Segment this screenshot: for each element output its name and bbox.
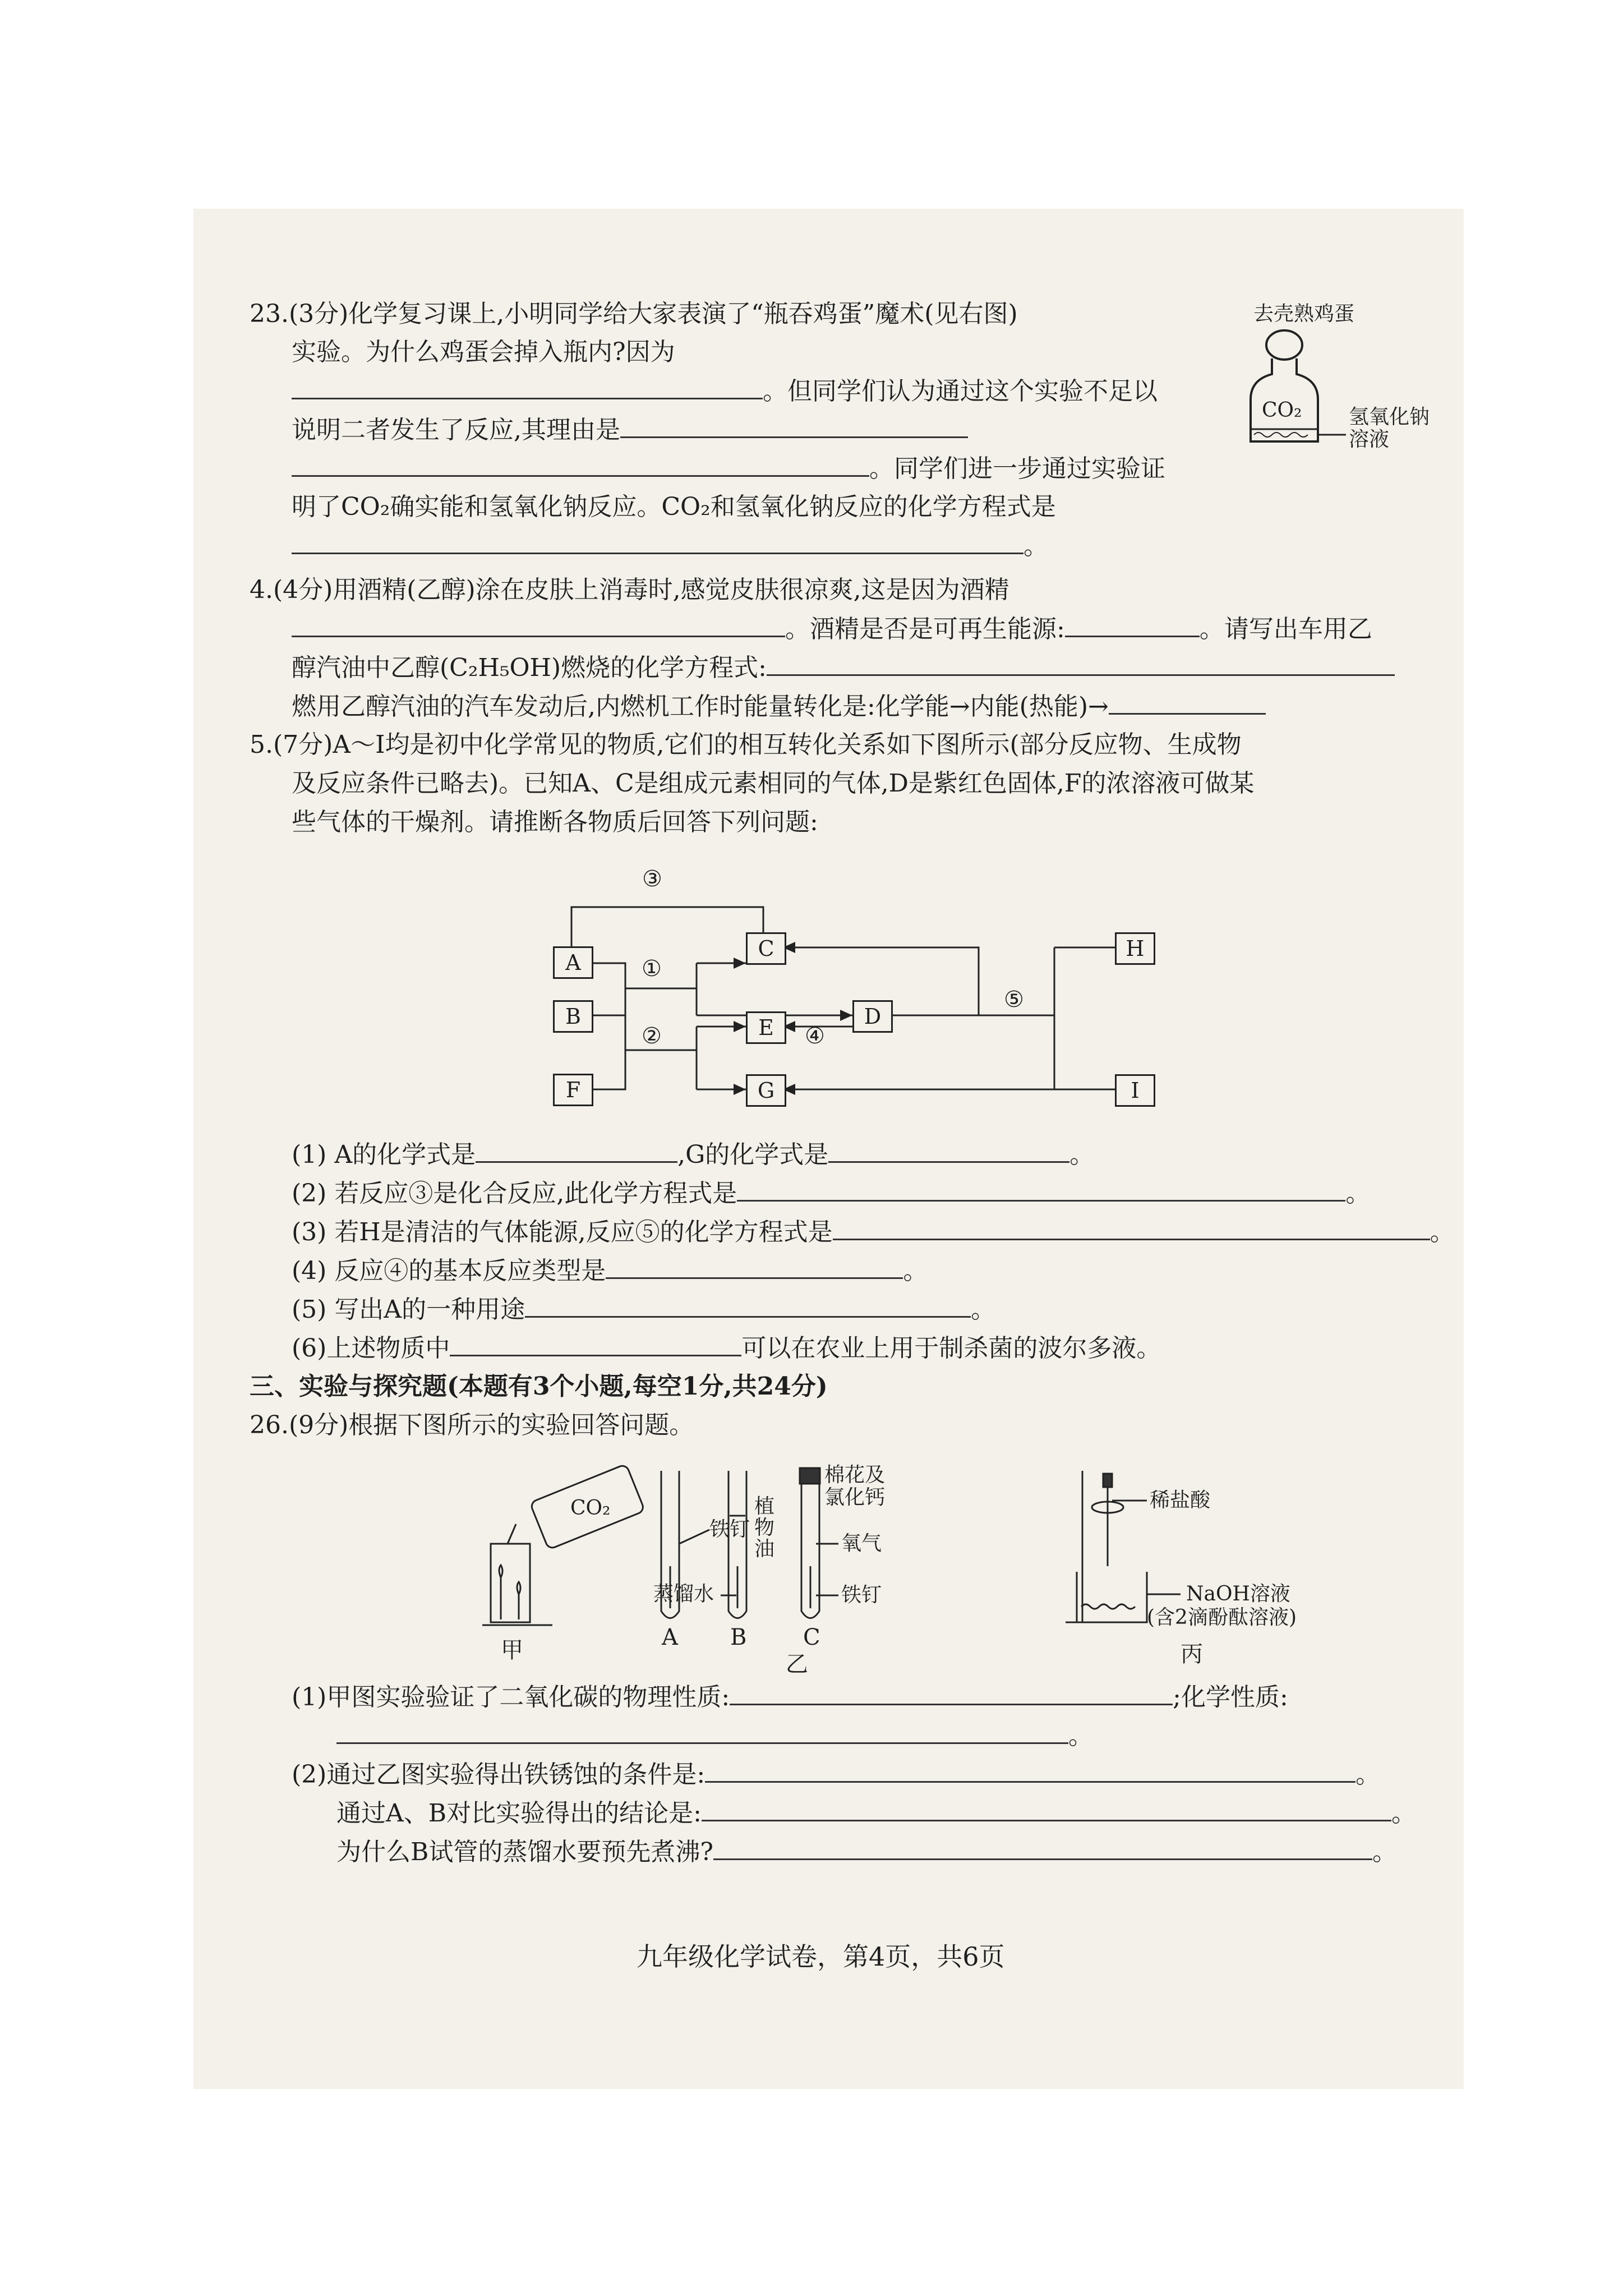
q24-line3: 醇汽油中乙醇(C₂H₅OH)燃烧的化学方程式: <box>292 654 767 682</box>
q23-line4: 说明二者发生了反应,其理由是 <box>292 416 620 444</box>
reaction-1-label: ① <box>642 956 662 982</box>
fig-cotton-label-2: 氯化钙 <box>824 1486 886 1509</box>
fig-oil-label: 植物油 <box>754 1495 775 1561</box>
page-footer: 九年级化学试卷，第4页，共6页 <box>637 1941 1005 1972</box>
fig-hcl-label: 稀盐酸 <box>1150 1489 1211 1512</box>
fig-co2-label: CO₂ <box>1262 399 1302 422</box>
fig-tube-a: A <box>662 1625 678 1650</box>
q25-sub4-text: (4) 反应④的基本反应类型是 <box>292 1257 606 1285</box>
q26-sub2-line3 <box>336 1836 1397 1868</box>
period: 。 <box>1345 1179 1371 1208</box>
q25-sub6b: 可以在农业上用于制杀菌的波尔多液。 <box>741 1334 1161 1363</box>
exam-page <box>193 209 1464 2089</box>
q24-line1: 4.(4分)用酒精(乙醇)涂在皮肤上消毒时,感觉皮肤很凉爽,这是因为酒精 <box>250 576 1009 604</box>
period: 。 <box>1372 1838 1397 1866</box>
fig-phenol-label: (含2滴酚酞溶液) <box>1147 1606 1297 1629</box>
period: 。 <box>1391 1799 1416 1828</box>
answer-blank[interactable] <box>702 1797 1391 1821</box>
node-d: D <box>852 1000 893 1033</box>
q26-line1: 26.(9分)根据下图所示的实验回答问题。 <box>250 1411 694 1439</box>
answer-blank[interactable] <box>730 1681 1173 1705</box>
q25-sub3-text: (3) 若H是清洁的气体能源,反应⑤的化学方程式是 <box>292 1218 833 1246</box>
q26-sub2 <box>292 1759 1380 1791</box>
q23-line5: 。同学们进一步通过实验证 <box>869 454 1165 483</box>
q25-sub6a: (6)上述物质中 <box>292 1334 450 1363</box>
node-f: F <box>553 1074 593 1106</box>
fig-yi-caption: 乙 <box>786 1651 808 1677</box>
fig-jia-co2: CO₂ <box>570 1497 611 1520</box>
q26-sub2c: 为什么B试管的蒸馏水要预先煮沸? <box>336 1838 713 1866</box>
node-c: C <box>746 932 786 965</box>
q26-sub1-line2 <box>336 1720 1093 1752</box>
q26-sub2-line2 <box>336 1797 1416 1829</box>
q26-sub2b: 通过A、B对比实验得出的结论是: <box>336 1799 702 1828</box>
fig-water-label: 蒸馏水 <box>653 1582 714 1605</box>
q23-line2: 实验。为什么鸡蛋会掉入瓶内?因为 <box>292 338 675 366</box>
reaction-4-label: ④ <box>805 1023 825 1049</box>
q25-sub1b: ,G的化学式是 <box>677 1140 829 1169</box>
period: 。 <box>1068 1722 1093 1750</box>
period: 。 <box>1355 1760 1381 1789</box>
q25-sub5-text: (5) 写出A的一种用途 <box>292 1295 525 1324</box>
period: 。 <box>1430 1218 1455 1246</box>
q23-line1: 23.(3分)化学复习课上,小明同学给大家表演了“瓶吞鸡蛋”魔术(见右图) <box>250 300 1018 328</box>
fig-naoh-label: NaOH溶液 <box>1186 1582 1290 1605</box>
q25-line1: 5.(7分)A～I均是初中化学常见的物质,它们的相互转化关系如下图所示(部分反应物、生成物 <box>250 730 1242 759</box>
q24-line2a: 。酒精是否是可再生能源: <box>785 615 1065 643</box>
q24-line4: 燃用乙醇汽油的汽车发动后,内燃机工作时能量转化是:化学能→内能(热能)→ <box>292 692 1109 721</box>
q25-line3: 些气体的干燥剂。请推断各物质后回答下列问题: <box>292 808 818 836</box>
fig-tube-b: B <box>730 1625 747 1650</box>
reaction-5-label: ⑤ <box>1004 987 1024 1013</box>
period: 。 <box>1023 532 1048 560</box>
answer-blank[interactable] <box>336 1720 1068 1744</box>
q25-sub2-text: (2) 若反应③是化合反应,此化学方程式是 <box>292 1179 737 1208</box>
answer-blank[interactable] <box>713 1836 1372 1860</box>
q26-sub1 <box>292 1681 1288 1713</box>
q26-sub2a: (2)通过乙图实验得出铁锈蚀的条件是: <box>292 1760 706 1789</box>
q24-line2b: 。请写出车用乙 <box>1199 615 1372 643</box>
fig-oxygen-label: 氧气 <box>841 1532 882 1555</box>
fig-naoh-label-2: 溶液 <box>1349 428 1390 451</box>
period: 。 <box>971 1295 996 1324</box>
node-h: H <box>1115 932 1155 965</box>
fig-tube-c: C <box>803 1625 820 1650</box>
fig-bing-caption: 丙 <box>1181 1641 1203 1667</box>
fig-nail-label: 铁钉 <box>709 1518 750 1541</box>
node-e: E <box>746 1011 786 1044</box>
node-g: G <box>746 1074 786 1107</box>
section-3-heading: 三、实验与探究题(本题有3个小题,每空1分,共24分) <box>250 1372 828 1401</box>
q23-line6: 明了CO₂确实能和氢氧化钠反应。CO₂和氢氧化钠反应的化学方程式是 <box>292 493 1056 521</box>
node-i: I <box>1115 1074 1155 1107</box>
q26-sub1b: ;化学性质: <box>1173 1683 1288 1711</box>
q23-line3: 。但同学们认为通过这个实验不足以 <box>763 377 1158 406</box>
period: 。 <box>903 1257 928 1285</box>
period: 。 <box>1069 1140 1095 1169</box>
fig-naoh-label-1: 氢氧化钠 <box>1349 406 1430 429</box>
answer-blank[interactable] <box>705 1759 1355 1783</box>
q26-sub1a: (1)甲图实验验证了二氧化碳的物理性质: <box>292 1683 730 1711</box>
q25-line2: 及反应条件已略去)。已知A、C是组成元素相同的气体,D是紫红色固体,F的浓溶液可做某 <box>292 769 1255 798</box>
fig-nail2-label: 铁钉 <box>841 1584 882 1607</box>
node-a: A <box>553 946 593 979</box>
q25-sub1a: (1) A的化学式是 <box>292 1140 476 1169</box>
fig-egg-label: 去壳熟鸡蛋 <box>1253 302 1355 325</box>
reaction-2-label: ② <box>642 1023 662 1049</box>
fig-cotton-label-1: 棉花及 <box>824 1464 886 1487</box>
node-b: B <box>553 1000 593 1033</box>
fig-jia-caption: 甲 <box>501 1637 523 1663</box>
reaction-3-label: ③ <box>642 866 662 892</box>
